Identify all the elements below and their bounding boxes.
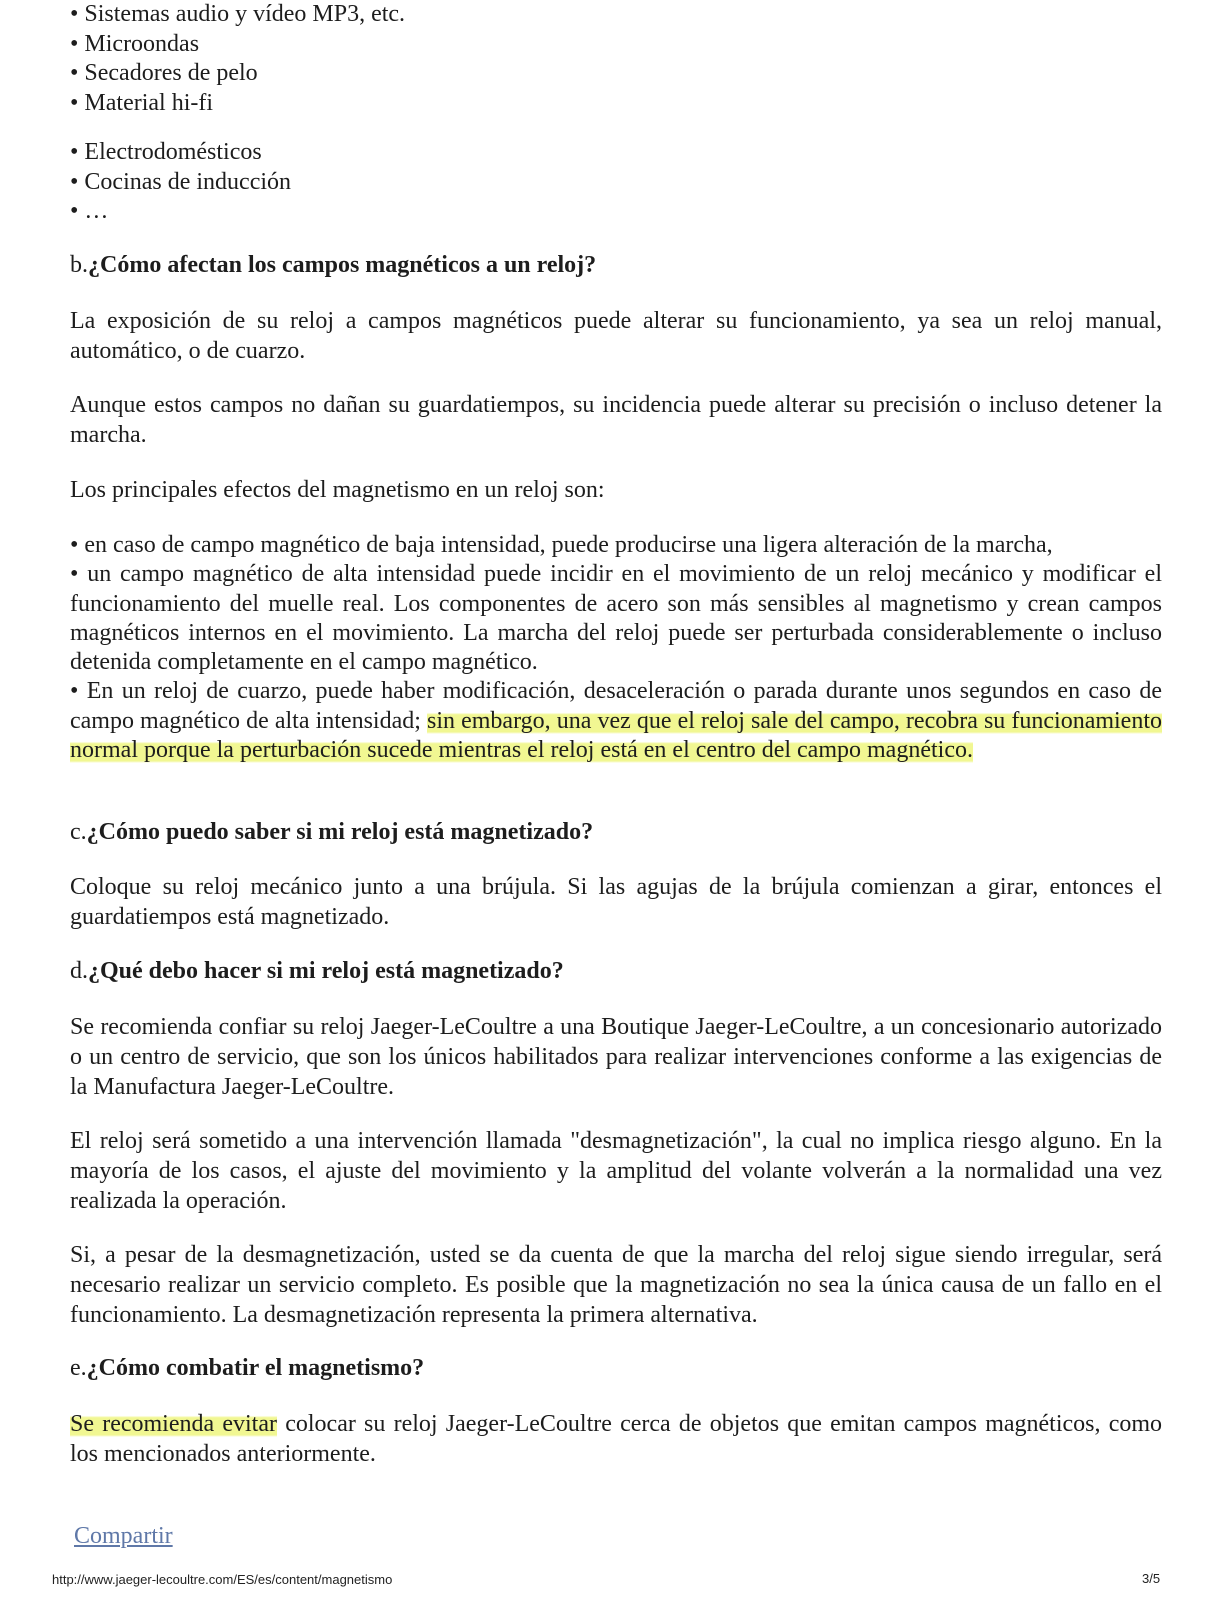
section-letter: e. [70, 1355, 87, 1381]
list-item: • Material hi-fi [70, 89, 405, 119]
section-b-paragraph-3: Los principales efectos del magnetismo en un reloj son: [70, 477, 605, 503]
list-item: • Microondas [70, 30, 405, 60]
section-title: ¿Qué debo hacer si mi reloj está magnetizado? [88, 958, 564, 984]
section-e-paragraph-rest: colocar su reloj Jaeger-LeCoultre cerca de objetos que emitan campos magnéticos, como los mencionados anteriormente. [70, 1411, 1163, 1467]
list-item: • Electrodomésticos [70, 138, 291, 168]
page-number: 3/5 [1142, 1571, 1161, 1586]
highlighted-text: Se recomienda evitar [70, 1411, 277, 1437]
section-title: ¿Cómo puedo saber si mi reloj está magnetizado? [86, 819, 594, 845]
section-title: ¿Cómo combatir el magnetismo? [86, 1355, 425, 1381]
share-link[interactable]: Compartir [74, 1523, 173, 1549]
list-item: • Cocinas de inducción [70, 168, 291, 198]
section-b-heading [70, 252, 596, 279]
section-b-effects-list [70, 531, 1162, 765]
section-d-paragraph-3: Si, a pesar de la desmagnetización, usted se da cuenta de que la marcha del reloj sigue siendo irregular, será necesario realizar un servicio completo. Es posible que la magnetización no sea la única causa de un fallo en el funcionamiento. La desmagnetización representa la primera alternativa. [70, 1242, 1162, 1328]
section-c-paragraph-1: Coloque su reloj mecánico junto a una brújula. Si las agujas de la brújula comienzan a girar, entonces el guardatiempos está magnetizado. [70, 874, 1162, 930]
section-b-paragraph-1: La exposición de su reloj a campos magnéticos puede alterar su funcionamiento, ya sea un reloj manual, automático, o de cuarzo. [70, 308, 1162, 364]
effect-bullet-2: • un campo magnético de alta intensidad puede incidir en el movimiento de un reloj mecánico y modificar el funcionamiento del muelle real. Los componentes de acero son más sensibles al magnetismo y crean campos magnéticos internos en el movimiento. La marcha del reloj puede ser perturbada considerablemente o incluso detenida completamente en el campo magnético. [70, 560, 1162, 677]
section-letter: b. [70, 252, 88, 278]
list-item: • Sistemas audio y vídeo MP3, etc. [70, 0, 405, 30]
highlighted-text: sin embargo, una vez que el reloj sale del campo, recobra su funcionamiento normal porque la perturbación sucede mientras el reloj está en el centro del campo magnético. [70, 707, 1163, 764]
section-c-heading [70, 819, 593, 846]
device-list-2 [70, 138, 291, 227]
effect-bullet-3-text: En un reloj de cuarzo, puede haber modificación, desaceleración o parada durante unos segundos en caso de campo magnético de alta intensidad; [70, 678, 1162, 734]
footer-url: http://www.jaeger-lecoultre.com/ES/es/content/magnetismo [52, 1572, 393, 1587]
device-list-1 [70, 0, 405, 118]
section-title: ¿Cómo afectan los campos magnéticos a un reloj? [88, 252, 597, 278]
section-letter: c. [70, 819, 87, 845]
effect-bullet-1: • en caso de campo magnético de baja intensidad, puede producirse una ligera alteración de la marcha, [70, 531, 1162, 560]
section-d-paragraph-2: El reloj será sometido a una intervención llamada "desmagnetización", la cual no implica riesgo alguno. En la mayoría de los casos, el ajuste del movimiento y la amplitud del volante volverán a la normalidad una vez realizada la operación. [70, 1128, 1162, 1214]
list-item: • Secadores de pelo [70, 59, 405, 89]
section-e-heading [70, 1355, 424, 1382]
section-b-paragraph-2: Aunque estos campos no dañan su guardatiempos, su incidencia puede alterar su precisión o incluso detener la marcha. [70, 392, 1162, 448]
list-item: • … [70, 197, 291, 227]
section-d-paragraph-1: Se recomienda confiar su reloj Jaeger-LeCoultre a una Boutique Jaeger-LeCoultre, a un concesionario autorizado o un centro de servicio, que son los únicos habilitados para realizar intervenciones conforme a las exigencias de la Manufactura Jaeger-LeCoultre. [70, 1014, 1162, 1100]
section-letter: d. [70, 958, 88, 984]
effect-bullet-3 [70, 677, 1162, 765]
section-e-paragraph-1 [70, 1409, 1162, 1469]
section-d-heading [70, 958, 564, 985]
